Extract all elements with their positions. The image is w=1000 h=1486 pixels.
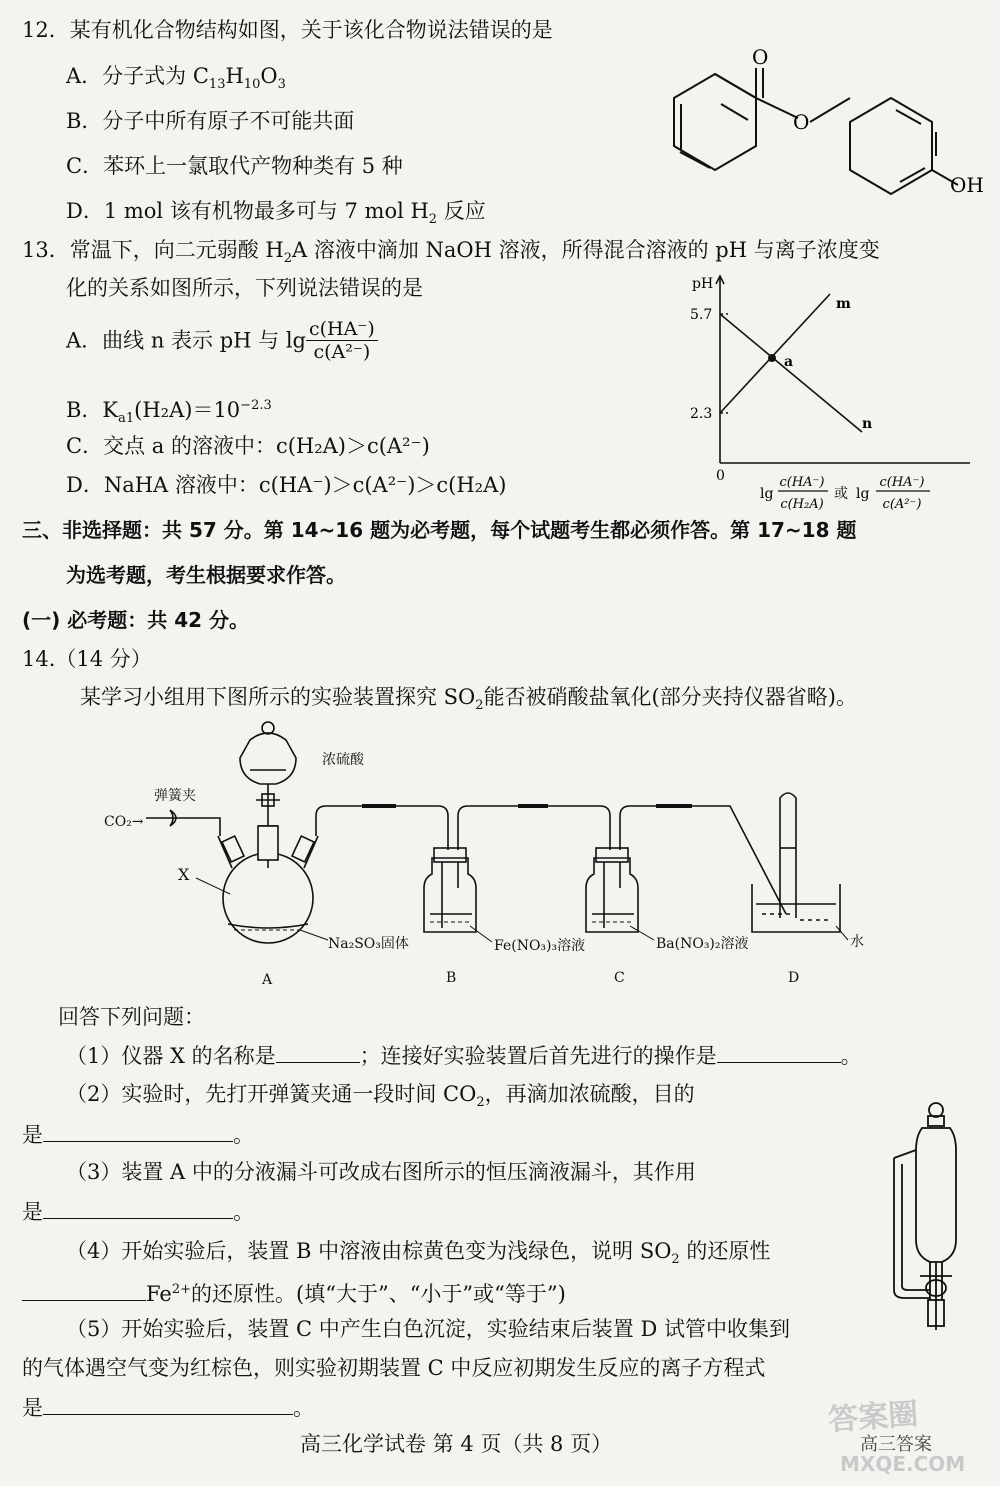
q14-part2: （2）实验时，先打开弹簧夹通一段时间 $CO_2$，再滴加浓硫酸，目的 (66, 1082, 695, 1111)
q12-option-c: C．苯环上一氯取代产物种类有 5 种 (66, 154, 403, 178)
graph-y-23: 2.3 (690, 406, 713, 422)
q13-option-b: B．$K_{a1}(H_2A)=10^{-2.3}$ (66, 398, 272, 427)
label-co2: CO₂→ (104, 814, 144, 830)
graph-y-label: pH (692, 276, 714, 292)
label-conc-acid: 浓硫酸 (322, 752, 364, 768)
label-water: 水 (850, 934, 864, 950)
xlabel-num-2: c(HA⁻) (879, 475, 925, 490)
xlabel-num-1: c(HA⁻) (779, 475, 825, 490)
label-d: D (788, 970, 800, 986)
graph-y-57: 5.7 (690, 307, 713, 323)
page-footer: 高三化学试卷 第 4 页（共 8 页） (300, 1432, 613, 1456)
molecule-structure (640, 40, 990, 210)
curve-n (720, 314, 862, 432)
q13-option-a: A．曲线 n 表示 pH 与 lg $\frac{c(HA^-)}{\text{c(A²⁻)}}$ (66, 318, 378, 363)
label-fe-solution: Fe(NO₃)₃溶液 (494, 938, 586, 954)
q14-part5-end: 是 。 (22, 1396, 314, 1420)
watermark-side: 高三答案 (860, 1434, 932, 1455)
label-b: B (446, 970, 457, 986)
mol-carbonyl-o: O (752, 45, 769, 69)
section3-sub: (一) 必考题：共 42 分。 (22, 608, 250, 632)
q13-option-d: D．NaHA 溶液中：c(HA⁻)＞c(A²⁻)＞c(H₂A) (66, 473, 507, 497)
q14-part4-cont: $Fe^{2+}$的还原性。(填“大于”、“小于”或“等于”) (22, 1276, 566, 1308)
q14-answer-prompt: 回答下列问题： (58, 1005, 205, 1029)
pressure-equalizing-funnel (880, 1100, 990, 1340)
label-a: A (262, 972, 273, 988)
q14-part2-cont: 是 。 (22, 1123, 254, 1147)
watermark-logo: 答案圈 (827, 1396, 920, 1439)
xlabel-den-1: c(H₂A) (780, 497, 824, 512)
q13-option-c: C．交点 a 的溶液中：c(H₂A)＞c(A²⁻) (66, 434, 430, 458)
mol-oh: OH (950, 173, 984, 197)
q13-stem-1: 13．常温下，向二元弱酸 $H_2A$ 溶液中滴加 NaOH 溶液，所得混合溶液的 pH 与离子浓度变 (22, 238, 880, 267)
label-clip: 弹簧夹 (154, 788, 196, 804)
q12-option-a: A．分子式为 $C_{13}H_{10}O_3$ (66, 64, 286, 93)
answer-blank-4[interactable] (22, 1282, 146, 1301)
xlabel-lg-2: lg (856, 486, 870, 502)
label-c: C (614, 970, 625, 986)
q14-head: 14.（14 分） (22, 647, 152, 671)
mol-ester-o: O (793, 110, 810, 134)
q12-option-d: D．1 mol 该有机物最多可与 7 mol $H_2$ 反应 (66, 199, 486, 228)
graph-a-label: a (784, 354, 794, 370)
q12-option-b: B．分子中所有原子不可能共面 (66, 109, 355, 133)
label-ba-solution: Ba(NO₃)₂溶液 (656, 936, 749, 952)
label-na2so3: Na₂SO₃固体 (328, 936, 409, 952)
answer-blank-3[interactable] (43, 1200, 233, 1219)
answer-blank-1a[interactable] (276, 1044, 360, 1063)
q14-intro: 某学习小组用下图所示的实验装置探究 $SO_2$能否被硝酸盐氧化(部分夹持仪器省略)。 (80, 685, 857, 714)
xlabel-lg-1: lg (760, 486, 774, 502)
answer-blank-5[interactable] (43, 1396, 293, 1415)
graph-origin: 0 (716, 468, 725, 484)
xlabel-den-2: c(A²⁻) (882, 497, 922, 512)
q14-part5-cont: 的气体遇空气变为红棕色，则实验初期装置 C 中反应初期发生反应的离子方程式 (22, 1356, 766, 1380)
intersection-point-a (768, 354, 776, 362)
ph-graph (680, 268, 980, 520)
section3-line2: 为选考题，考生根据要求作答。 (66, 563, 346, 587)
curve-m (720, 294, 830, 413)
q12-stem: 12．某有机化合物结构如图，关于该化合物说法错误的是 (22, 18, 553, 42)
q13-stem-2: 化的关系如图所示，下列说法错误的是 (66, 276, 423, 300)
xlabel-or: 或 (834, 486, 848, 502)
answer-blank-1b[interactable] (717, 1044, 841, 1063)
q14-part3-cont: 是 。 (22, 1200, 254, 1224)
q14-part3: （3）装置 A 中的分液漏斗可改成右图所示的恒压滴液漏斗，其作用 (66, 1160, 696, 1184)
graph-n-label: n (862, 416, 873, 432)
label-x: X (178, 865, 190, 884)
answer-blank-2[interactable] (43, 1123, 233, 1142)
section3-line1: 三、非选择题：共 57 分。第 14~16 题为必考题，每个试题考生都必须作答。第 17~18 题 (22, 518, 857, 542)
q14-part4: （4）开始实验后，装置 B 中溶液由棕黄色变为浅绿色，说明 $SO_2$ 的还原性 (66, 1239, 771, 1268)
watermark-url: MXQE.COM (840, 1452, 966, 1476)
graph-m-label: m (836, 296, 851, 312)
q14-part1: （1）仪器 X 的名称是 ；连接好实验装置后首先进行的操作是 。 (66, 1044, 862, 1068)
q14-part5: （5）开始实验后，装置 C 中产生白色沉淀，实验结束后装置 D 试管中收集到 (66, 1317, 790, 1341)
apparatus-diagram (100, 718, 880, 990)
